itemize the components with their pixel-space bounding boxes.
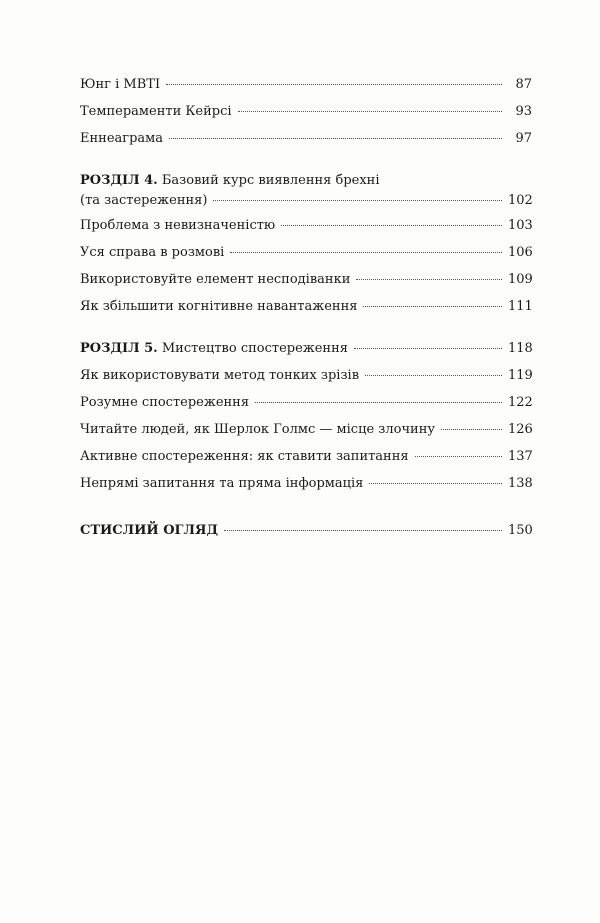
toc-entry-title: Як збільшити когнітивне навантаження bbox=[80, 299, 358, 314]
chapter-label: РОЗДІЛ 4. bbox=[80, 173, 158, 188]
toc-entry-page: 102 bbox=[508, 193, 533, 208]
toc-entry-title: Використовуйте елемент несподіванки bbox=[80, 272, 351, 287]
toc-chapter-heading bbox=[80, 173, 532, 214]
toc-entry bbox=[80, 395, 532, 418]
toc-entry-page: 122 bbox=[508, 395, 533, 410]
dot-leader bbox=[356, 279, 502, 280]
toc-entry bbox=[80, 476, 532, 499]
dot-leader bbox=[441, 429, 502, 430]
toc-entry-title: Темпераменти Кейрсі bbox=[80, 104, 232, 119]
chapter-heading-line1 bbox=[80, 173, 532, 193]
toc-entry bbox=[80, 368, 532, 391]
dot-leader bbox=[166, 84, 502, 85]
toc-entry bbox=[80, 272, 532, 295]
toc-entry-page: 111 bbox=[508, 299, 533, 314]
toc-entry bbox=[80, 245, 532, 268]
toc-entry-title: Еннеаграма bbox=[80, 131, 164, 146]
table-of-contents bbox=[80, 77, 532, 550]
toc-entry-page: 87 bbox=[515, 77, 532, 92]
toc-entry bbox=[80, 449, 532, 472]
dot-leader bbox=[238, 111, 502, 112]
toc-entry-title: Розумне спостереження bbox=[80, 395, 250, 410]
toc-entry bbox=[80, 218, 532, 241]
section-spacer bbox=[80, 326, 532, 341]
dot-leader bbox=[365, 375, 502, 376]
toc-entry-page: 137 bbox=[508, 449, 533, 464]
toc-entry-page: 126 bbox=[508, 422, 533, 437]
chapter-title: Мистецтво спостереження bbox=[161, 341, 348, 356]
toc-entry-title: Проблема з невизначеністю bbox=[80, 218, 276, 233]
toc-entry bbox=[80, 299, 532, 322]
chapter-title: Базовий курс виявлення брехні bbox=[161, 173, 380, 188]
toc-entry-page: 109 bbox=[508, 272, 533, 287]
dot-leader bbox=[415, 456, 502, 457]
dot-leader bbox=[224, 530, 502, 531]
toc-entry-title: Уся справа в розмові bbox=[80, 245, 225, 260]
dot-leader bbox=[230, 252, 502, 253]
toc-entry bbox=[80, 131, 532, 154]
dot-leader bbox=[363, 306, 502, 307]
toc-entry-title: Читайте людей, як Шерлок Голмс — місце злочину bbox=[80, 422, 436, 437]
toc-entry-page: 138 bbox=[508, 476, 533, 491]
chapter-heading-line2 bbox=[80, 193, 532, 214]
summary-title: СТИСЛИЙ ОГЛЯД bbox=[80, 523, 219, 538]
toc-entry-title: Юнг і MBTI bbox=[80, 77, 161, 92]
toc-entry-title: Як використовувати метод тонких зрізів bbox=[80, 368, 360, 383]
toc-entry-page: 119 bbox=[508, 368, 533, 383]
chapter-heading-text bbox=[80, 341, 348, 357]
toc-entry-title: Непрямі запитання та пряма інформація bbox=[80, 476, 364, 491]
dot-leader bbox=[281, 225, 502, 226]
toc-entry-title: Активне спостереження: як ставити запитання bbox=[80, 449, 409, 464]
section-spacer bbox=[80, 158, 532, 173]
toc-entry bbox=[80, 104, 532, 127]
toc-summary-entry bbox=[80, 523, 532, 546]
dot-leader bbox=[354, 348, 502, 349]
toc-entry-page: 93 bbox=[515, 104, 532, 119]
section-spacer bbox=[80, 503, 532, 523]
dot-leader bbox=[369, 483, 502, 484]
toc-entry-page: 118 bbox=[508, 341, 533, 356]
dot-leader bbox=[213, 200, 502, 201]
toc-entry-page: 150 bbox=[508, 523, 533, 538]
dot-leader bbox=[255, 402, 502, 403]
toc-entry-page: 97 bbox=[515, 131, 532, 146]
toc-entry bbox=[80, 422, 532, 445]
chapter-label: РОЗДІЛ 5. bbox=[80, 341, 158, 356]
toc-entry bbox=[80, 77, 532, 100]
toc-chapter-heading bbox=[80, 341, 532, 364]
chapter-title-continuation: (та застереження) bbox=[80, 193, 208, 208]
dot-leader bbox=[169, 138, 502, 139]
toc-entry-page: 103 bbox=[508, 218, 533, 233]
toc-entry-page: 106 bbox=[508, 245, 533, 260]
